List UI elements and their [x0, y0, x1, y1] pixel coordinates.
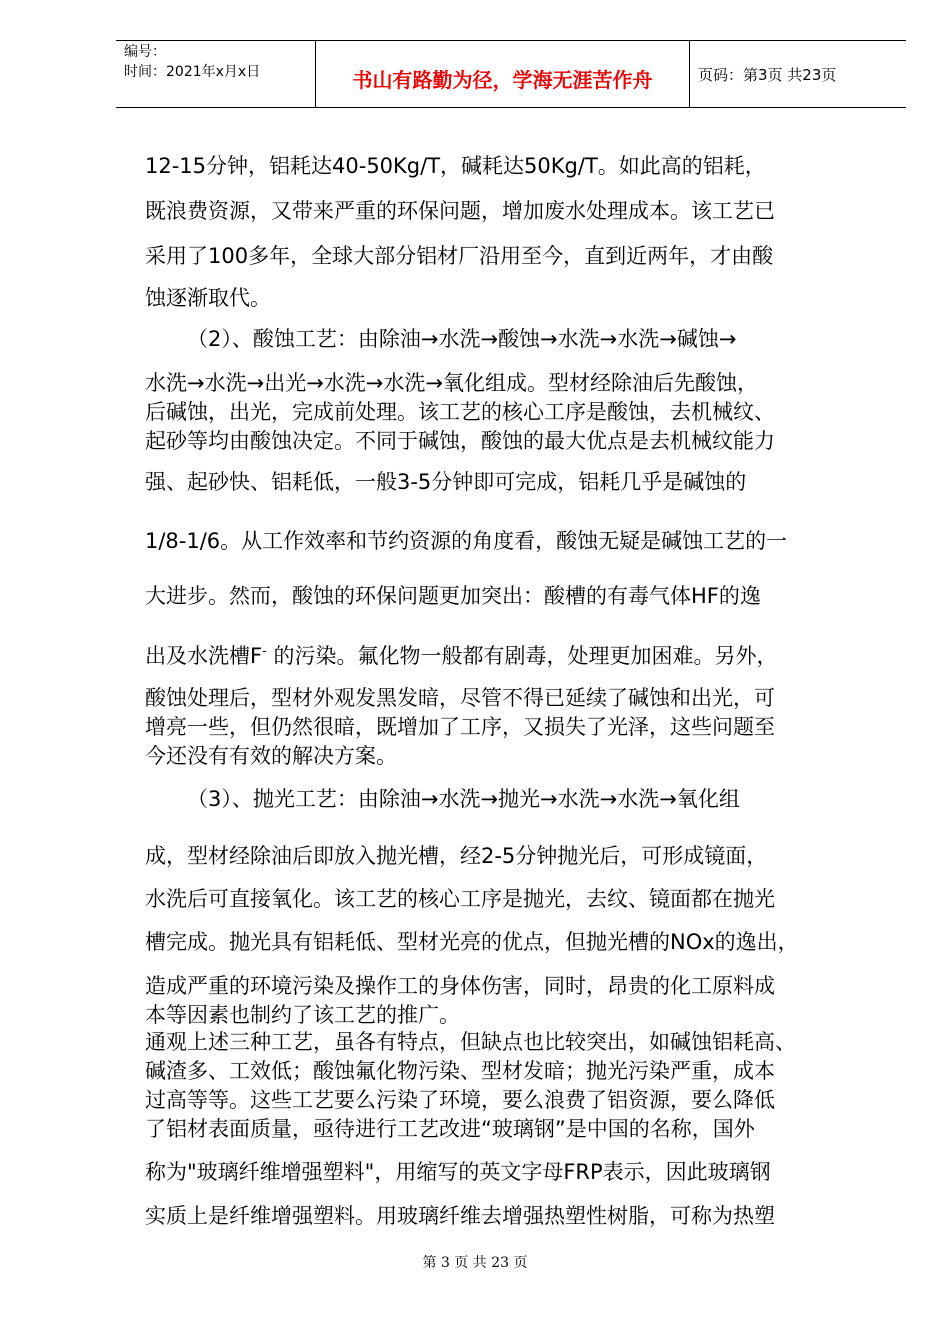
body-line: 酸蚀处理后，型材外观发黑发暗，尽管不得已延续了碱蚀和出光，可	[145, 686, 775, 710]
body-line: 蚀逐渐取代。	[145, 286, 271, 310]
body-line: （3）、抛光工艺：由除油→水洗→抛光→水洗→水洗→氧化组	[187, 787, 740, 811]
body-line: 1/8-1/6。从工作效率和节约资源的角度看，酸蚀无疑是碱蚀工艺的一	[145, 529, 788, 553]
time-label: 时间：2021年x月x日	[124, 64, 261, 80]
header-divider-right	[689, 40, 690, 108]
page-footer: 第 3 页 共 23 页	[422, 1255, 528, 1271]
body-line: 造成严重的环境污染及操作工的身体伤害，同时，昂贵的化工原料成	[145, 974, 775, 998]
superscript-minus: -	[262, 644, 267, 659]
header-bottom-rule	[116, 107, 906, 108]
body-line: 槽完成。抛光具有铝耗低、型材光亮的优点，但抛光槽的NOx的逸出，	[145, 930, 799, 954]
body-line: 了铝材表面质量，亟待进行工艺改进“玻璃钢”是中国的名称，国外	[145, 1117, 755, 1141]
body-line: 水洗后可直接氧化。该工艺的核心工序是抛光，去纹、镜面都在抛光	[145, 887, 775, 911]
body-line: 实质上是纤维增强塑料。用玻璃纤维去增强热塑性树脂，可称为热塑	[145, 1204, 775, 1228]
body-line: 采用了100多年，全球大部分铝材厂沿用至今，直到近两年，才由酸	[145, 244, 774, 268]
body-line: 增亮一些，但仍然很暗，既增加了工序，又损失了光泽，这些问题至	[145, 715, 775, 739]
body-line: 过高等等。这些工艺要么污染了环境，要么浪费了铝资源，要么降低	[145, 1088, 775, 1112]
header-motto: 书山有路勤为径，学海无涯苦作舟	[352, 68, 653, 92]
body-line: （2）、酸蚀工艺：由除油→水洗→酸蚀→水洗→水洗→碱蚀→	[187, 327, 737, 351]
body-line	[145, 640, 777, 670]
header-meta	[124, 42, 260, 82]
line-text: 出及水洗槽F	[145, 644, 263, 668]
body-line: 本等因素也制约了该工艺的推广。	[145, 1003, 460, 1027]
body-line: 12-15分钟，铝耗达40-50Kg/T，碱耗达50Kg/T。如此高的铝耗，	[145, 154, 766, 178]
body-line: 强、起砂快、铝耗低，一般3-5分钟即可完成，铝耗几乎是碱蚀的	[145, 470, 747, 494]
header-top-rule	[116, 40, 906, 41]
body-line: 大进步。然而，酸蚀的环保问题更加突出：酸槽的有毒气体HF的逸	[145, 584, 761, 608]
body-line: 后碱蚀，出光，完成前处理。该工艺的核心工序是酸蚀，去机械纹、	[145, 400, 775, 424]
header-page-info: 页码：第3页 共23页	[698, 66, 837, 84]
body-line: 今还没有有效的解决方案。	[145, 744, 397, 768]
body-line: 起砂等均由酸蚀决定。不同于碱蚀，酸蚀的最大优点是去机械纹能力	[145, 429, 775, 453]
header-table	[116, 40, 906, 108]
body-line: 水洗→水洗→出光→水洗→水洗→氧化组成。型材经除油后先酸蚀，	[145, 371, 758, 395]
body-line: 成，型材经除油后即放入抛光槽，经2-5分钟抛光后，可形成镜面，	[145, 844, 768, 868]
body-line: 通观上述三种工艺，虽各有特点，但缺点也比较突出，如碱蚀铝耗高、	[145, 1030, 796, 1054]
body-line: 称为"玻璃纤维增强塑料"，用缩写的英文字母FRP表示，因此玻璃钢	[145, 1160, 771, 1184]
body-line: 碱渣多、工效低；酸蚀氟化物污染、型材发暗；抛光污染严重，成本	[145, 1059, 775, 1083]
number-label: 编号：	[124, 44, 166, 60]
line-text: 的污染。氟化物一般都有剧毒，处理更加困难。另外，	[273, 644, 778, 668]
body-line: 既浪费资源，又带来严重的环保问题，增加废水处理成本。该工艺已	[145, 199, 775, 223]
